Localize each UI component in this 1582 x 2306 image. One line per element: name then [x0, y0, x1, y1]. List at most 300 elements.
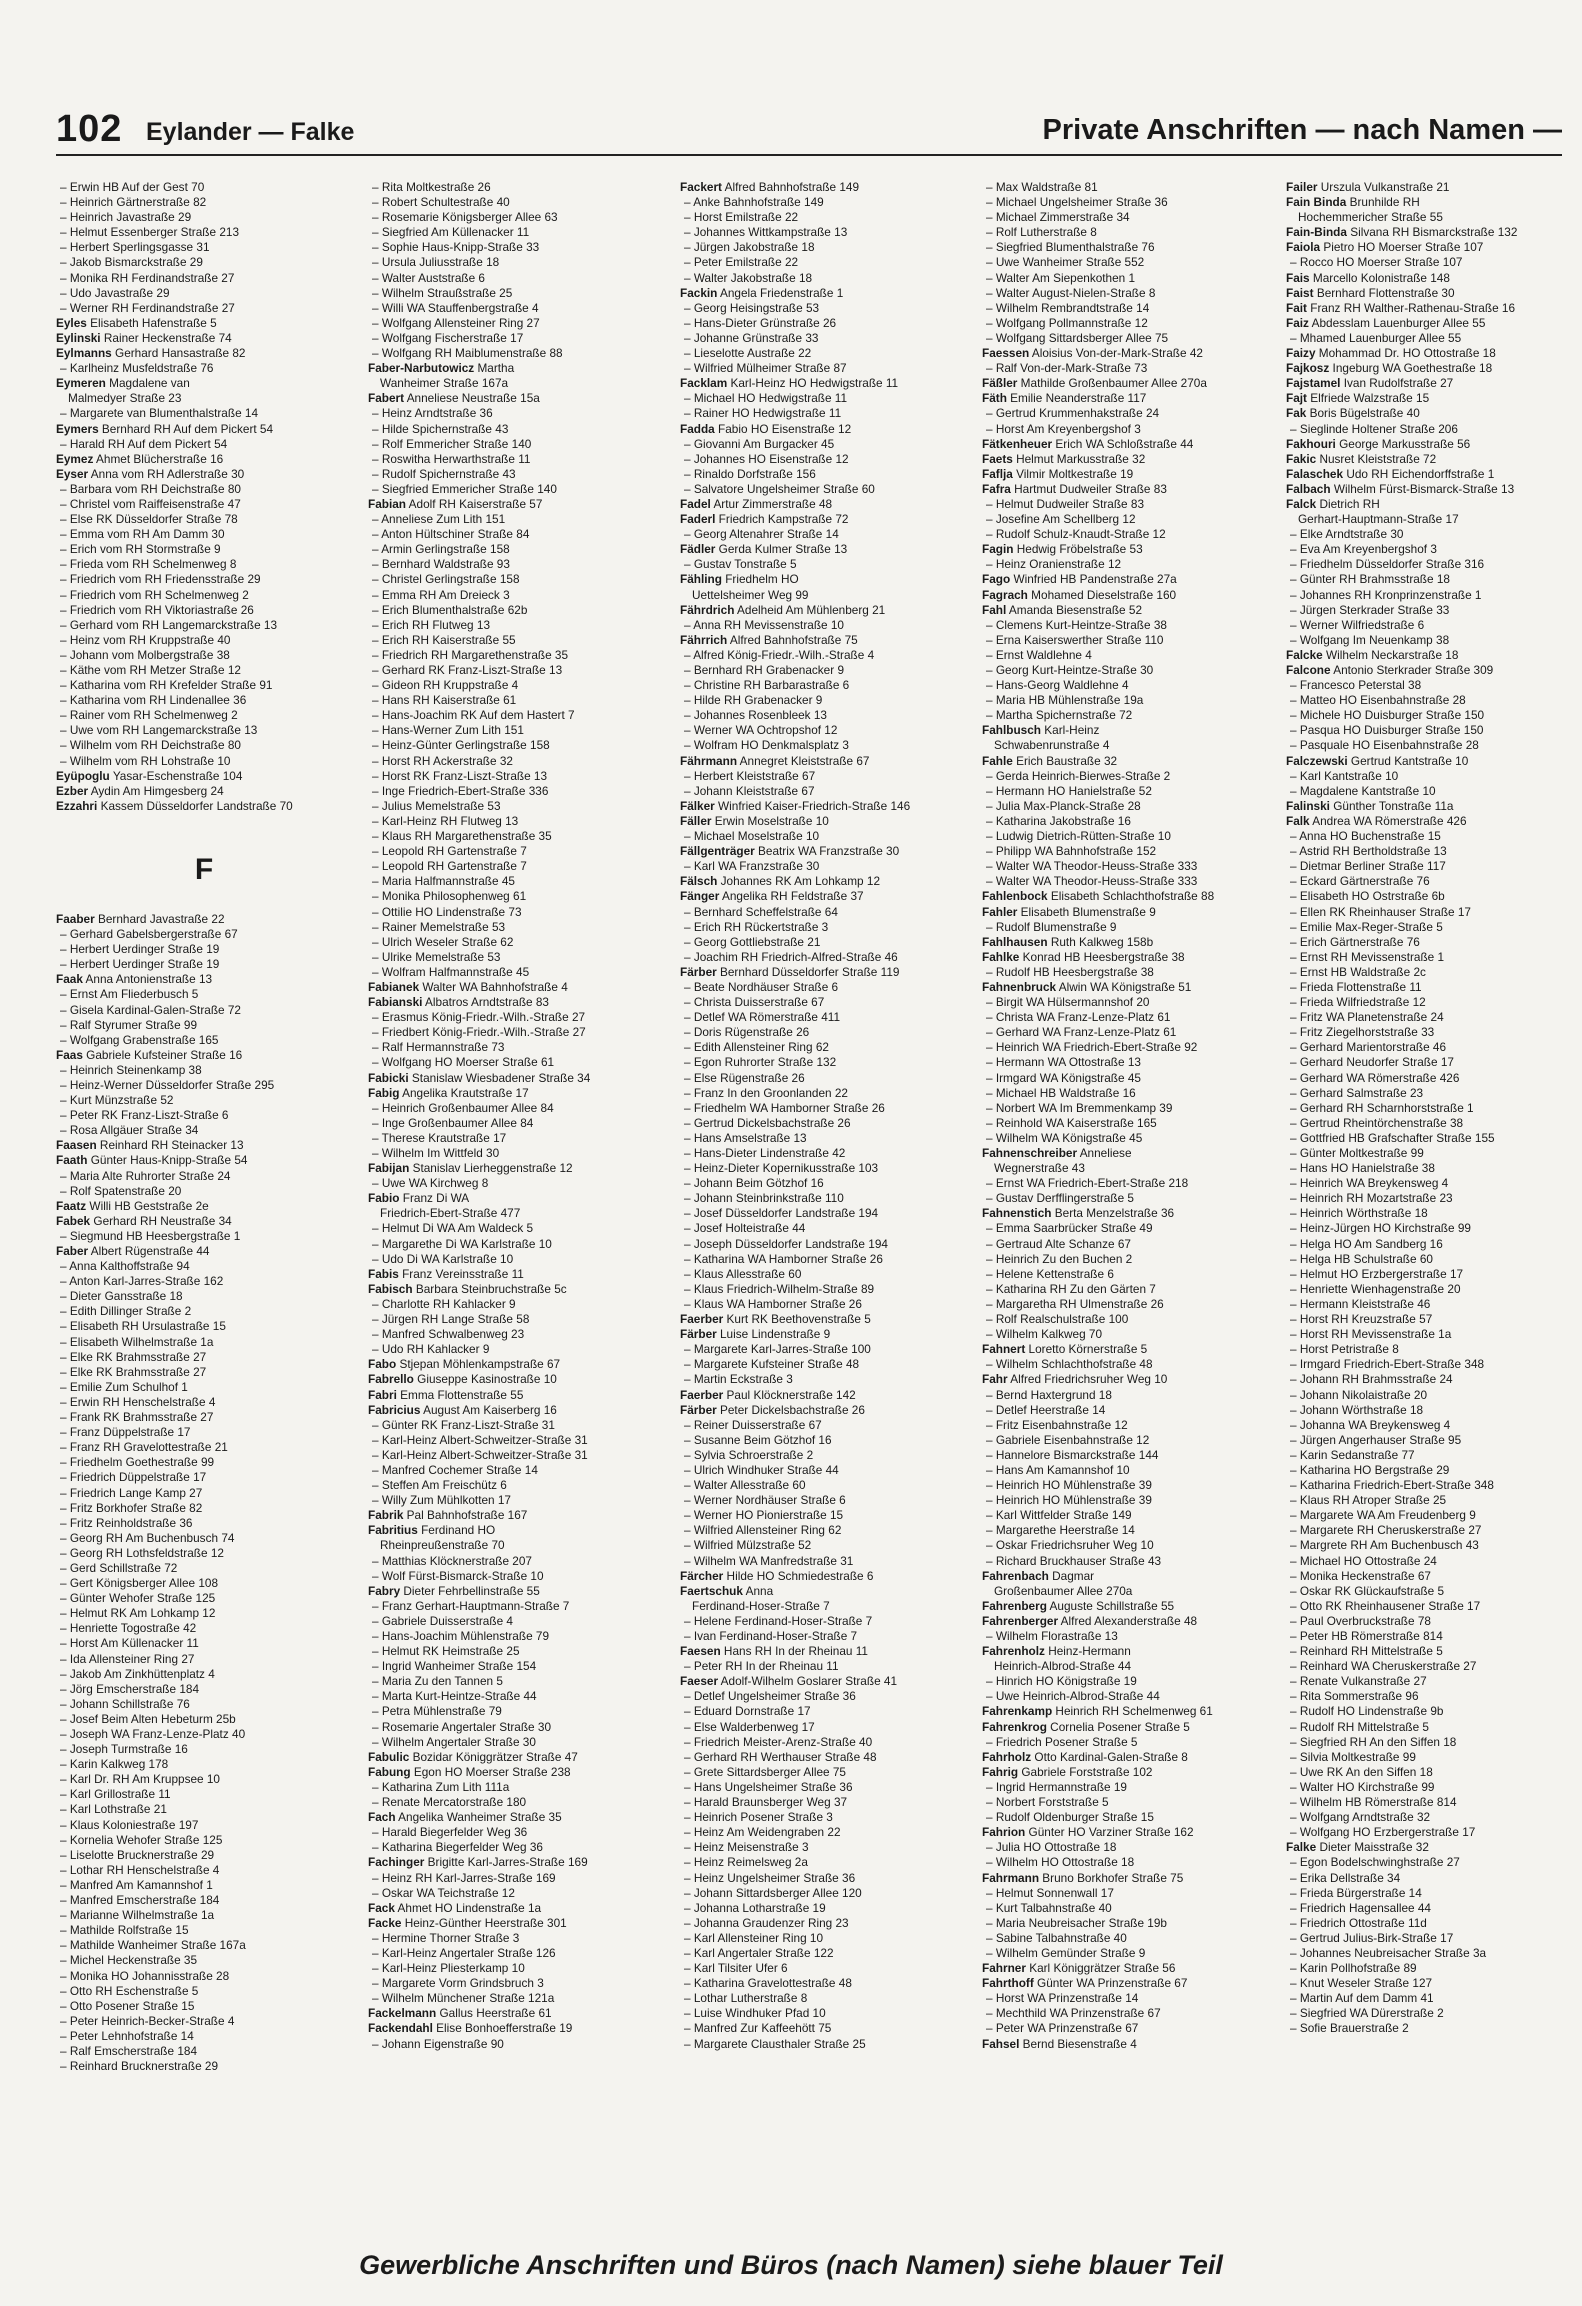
sub-entry: – Ivan Ferdinand-Hoser-Straße 7 — [680, 1629, 976, 1644]
surname: Faiola — [1286, 240, 1321, 255]
sub-entry: – Udo RH Kahlacker 9 — [368, 1342, 664, 1357]
sub-entry: – Matteo HO Eisenbahnstraße 28 — [1286, 693, 1566, 708]
sub-entry: – Walter WA Theodor-Heuss-Straße 333 — [982, 874, 1278, 889]
sub-entry: – Franz Düppelstraße 17 — [56, 1425, 352, 1440]
surname-entry: Fajkosz Ingeburg WA Goethestraße 18 — [1286, 361, 1493, 376]
sub-entry: – Manfred Cochemer Straße 14 — [368, 1463, 664, 1478]
sub-entry: – Mathilde Rolfstraße 15 — [56, 1923, 352, 1938]
sub-entry: – Margrete RH Am Buchenbusch 43 — [1286, 1538, 1566, 1553]
surname-entry: Fahnenstich Berta Menzelstraße 36 — [982, 1206, 1175, 1221]
surname-entry: Fabry Dieter Fehrbellinstraße 55 — [368, 1583, 540, 1598]
surname: Fack — [368, 1900, 395, 1915]
sub-entry: – Katharina vom RH Krefelder Straße 91 — [56, 678, 352, 693]
column-5 — [1286, 180, 1566, 2190]
sub-entry: – Leopold RH Gartenstraße 7 — [368, 859, 664, 874]
sub-entry: – Margarethe Di WA Karlstraße 10 — [368, 1237, 664, 1252]
surname: Fäller — [680, 813, 712, 828]
surname: Faertschuk — [680, 1583, 743, 1598]
surname-entry: Faizy Mohammad Dr. HO Ottostraße 18 — [1286, 346, 1496, 361]
sub-entry: – Erich RH Rückertstraße 3 — [680, 920, 976, 935]
name-range: Eylander — Falke — [146, 118, 355, 146]
sub-entry: – Rudolf HB Heesbergstraße 38 — [982, 965, 1278, 980]
surname-entry: Fährrich Alfred Bahnhofstraße 75 — [680, 632, 858, 647]
sub-entry: – Renate Mercatorstraße 180 — [368, 1795, 664, 1810]
surname-entry: Fabulic Bozidar Königgrätzer Straße 47 — [368, 1749, 578, 1764]
sub-entry: – Michael HB Waldstraße 16 — [982, 1086, 1278, 1101]
surname: Fahnert — [982, 1342, 1026, 1357]
surname-entry: Fabis Franz Vereinsstraße 11 — [368, 1266, 524, 1281]
sub-entry: – Heinz-Jürgen HO Kirchstraße 99 — [1286, 1221, 1566, 1236]
surname-entry: Fabek Gerhard RH Neustraße 34 — [56, 1213, 232, 1228]
surname: Faets — [982, 451, 1013, 466]
surname-entry: Ezber Aydin Am Himgesberg 24 — [56, 783, 224, 798]
surname: Faber — [56, 1244, 89, 1258]
sub-entry: – Michael HO Ottostraße 24 — [1286, 1554, 1566, 1569]
sub-entry: – Harald Braunsberger Weg 37 — [680, 1795, 976, 1810]
sub-entry: – Ottilie HO Lindenstraße 73 — [368, 905, 664, 920]
sub-entry: – Hilde RH Grabenacker 9 — [680, 693, 976, 708]
sub-entry: – Helmut RK Heimstraße 25 — [368, 1644, 664, 1659]
sub-entry: – Johann RH Brahmsstraße 24 — [1286, 1372, 1566, 1387]
surname-entry: Falck Dietrich RH — [1286, 496, 1380, 511]
surname: Fabrik — [368, 1508, 404, 1523]
sub-entry: – Jakob Am Zinkhüttenplatz 4 — [56, 1667, 352, 1682]
sub-entry: – Liselotte Brucknerstraße 29 — [56, 1848, 352, 1863]
surname-entry: Eylmanns Gerhard Hansastraße 82 — [56, 346, 246, 361]
sub-entry: – Josef Holteistraße 44 — [680, 1221, 976, 1236]
sub-entry: – Emma vom RH Am Damm 30 — [56, 527, 352, 542]
sub-entry: – Katharina HO Bergstraße 29 — [1286, 1463, 1566, 1478]
surname-entry: Faerber Paul Klöcknerstraße 142 — [680, 1387, 856, 1402]
sub-entry: – Detlef Ungelsheimer Straße 36 — [680, 1689, 976, 1704]
sub-entry: – Reinhold WA Kaiserstraße 165 — [982, 1116, 1278, 1131]
sub-entry: – Heinz Ungelsheimer Straße 36 — [680, 1871, 976, 1886]
entry-continuation: Heinrich-Albrod-Straße 44 — [994, 1659, 1132, 1674]
sub-entry: – Erich RH Flutweg 13 — [368, 618, 664, 633]
surname: Fajkosz — [1286, 361, 1330, 376]
sub-entry: – Maria Neubreisacher Straße 19b — [982, 1916, 1278, 1931]
sub-entry: – Heinrich WA Breykensweg 4 — [1286, 1176, 1566, 1191]
surname: Faizy — [1286, 346, 1316, 361]
sub-entry: – Erwin HB Auf der Gest 70 — [56, 180, 352, 195]
sub-entry: – Heinrich Posener Straße 3 — [680, 1810, 976, 1825]
sub-entry: – Martha Spichernstraße 72 — [982, 708, 1278, 723]
surname: Fabijan — [368, 1161, 410, 1176]
surname-entry: Faflja Vilmir Moltkestraße 19 — [982, 466, 1134, 481]
sub-entry: – Sofie Brauerstraße 2 — [1286, 2021, 1566, 2036]
sub-entry: – Margarete WA Am Freudenberg 9 — [1286, 1508, 1566, 1523]
surname: Fäßler — [982, 376, 1018, 391]
sub-entry: – Richard Bruckhauser Straße 43 — [982, 1554, 1278, 1569]
surname: Eylmanns — [56, 346, 112, 361]
sub-entry: – Giovanni Am Burgacker 45 — [680, 437, 976, 452]
sub-entry: – Joachim RH Friedrich-Alfred-Straße 46 — [680, 950, 976, 965]
sub-entry: – Jürgen Angerhauser Straße 95 — [1286, 1433, 1566, 1448]
surname-entry: Faessen Aloisius Von-der-Mark-Straße 42 — [982, 346, 1203, 361]
surname-entry: Faber-Narbutowicz Martha — [368, 361, 515, 376]
sub-entry: – Hans-Joachim RK Auf dem Hastert 7 — [368, 708, 664, 723]
surname: Fabert — [368, 391, 405, 406]
surname-entry: Fackendahl Elise Bonhoefferstraße 19 — [368, 2021, 573, 2036]
sub-entry: – Udo Javastraße 29 — [56, 286, 352, 301]
sub-entry: – Monika Philosophenweg 61 — [368, 889, 664, 904]
sub-entry: – Armin Gerlingstraße 158 — [368, 542, 664, 557]
sub-entry: – Johanna WA Breykensweg 4 — [1286, 1418, 1566, 1433]
sub-entry: – Georg Kurt-Heintze-Straße 30 — [982, 663, 1278, 678]
surname: Fährmann — [680, 753, 738, 768]
sub-entry: – Bernhard RH Grabenacker 9 — [680, 663, 976, 678]
surname-entry: Fahrthoff Günter WA Prinzenstraße 67 — [982, 1976, 1188, 1991]
sub-entry: – Birgit WA Hülsermannshof 20 — [982, 995, 1278, 1010]
sub-entry: – Monika Heckenstraße 67 — [1286, 1569, 1566, 1584]
sub-entry: – Knut Weseler Straße 127 — [1286, 1976, 1566, 1991]
surname-entry: Fahler Elisabeth Blumenstraße 9 — [982, 904, 1156, 919]
sub-entry: – Wilhelm Gemünder Straße 9 — [982, 1946, 1278, 1961]
surname: Fakic — [1286, 451, 1317, 466]
sub-entry: – Ludwig Dietrich-Rütten-Straße 10 — [982, 829, 1278, 844]
sub-entry: – Karl Tilsiter Ufer 6 — [680, 1961, 976, 1976]
surname: Faak — [56, 972, 83, 987]
sub-entry: – Rudolf Spichernstraße 43 — [368, 467, 664, 482]
sub-entry: – Johannes Neubreisacher Straße 3a — [1286, 1946, 1566, 1961]
surname: Fähling — [680, 572, 722, 587]
surname-entry: Fahlke Konrad HB Heesbergstraße 38 — [982, 949, 1185, 964]
surname-entry: Fais Marcello Kolonistraße 148 — [1286, 270, 1450, 285]
sub-entry: – Wilhelm Kalkweg 70 — [982, 1327, 1278, 1342]
sub-entry: – Wolfgang Fischerstraße 17 — [368, 331, 664, 346]
sub-entry: – Klaus WA Hamborner Straße 26 — [680, 1297, 976, 1312]
surname-entry: Fälker Winfried Kaiser-Friedrich-Straße 146 — [680, 798, 911, 813]
sub-entry: – Heinrich HO Mühlenstraße 39 — [982, 1493, 1278, 1508]
entry-continuation: Großenbaumer Allee 270a — [994, 1583, 1133, 1598]
surname: Fahlke — [982, 949, 1020, 964]
sub-entry: – Rudolf Schulz-Knaudt-Straße 12 — [982, 527, 1278, 542]
sub-entry: – Hans-Georg Waldlehne 4 — [982, 678, 1278, 693]
sub-entry: – Gerd Schillstraße 72 — [56, 1561, 352, 1576]
surname: Fahrenberg — [982, 1598, 1047, 1613]
sub-entry: – Gabriele Duisserstraße 4 — [368, 1614, 664, 1629]
sub-entry: – Else Walderbenweg 17 — [680, 1720, 976, 1735]
sub-entry: – Joseph Turmstraße 16 — [56, 1742, 352, 1757]
surname-entry: Fadel Artur Zimmerstraße 48 — [680, 496, 833, 511]
surname-entry: Fahnenschreiber Anneliese — [982, 1146, 1132, 1160]
sub-entry: – Magdalene Kantstraße 10 — [1286, 784, 1566, 799]
sub-entry: – Gabriele Eisenbahnstraße 12 — [982, 1433, 1278, 1448]
sub-entry: – Karl Kantstraße 10 — [1286, 769, 1566, 784]
sub-entry: – Friedrich Meister-Arenz-Straße 40 — [680, 1735, 976, 1750]
sub-entry: – Friedrich Ottostraße 11d — [1286, 1916, 1566, 1931]
sub-entry: – Lothar RH Henschelstraße 4 — [56, 1863, 352, 1878]
sub-entry: – Friedhelm Goethestraße 99 — [56, 1455, 352, 1470]
sub-entry: – Karl-Heinz RH Flutweg 13 — [368, 814, 664, 829]
surname: Fain Binda — [1286, 195, 1347, 210]
sub-entry: – Georg Heisingstraße 53 — [680, 301, 976, 316]
sub-entry: – Wolfgang HO Erzbergerstraße 17 — [1286, 1825, 1566, 1840]
surname-entry: Fahl Amanda Biesenstraße 52 — [982, 602, 1143, 617]
surname-entry: Eyles Elisabeth Hafenstraße 5 — [56, 315, 217, 330]
sub-entry: – Peter WA Prinzenstraße 67 — [982, 2021, 1278, 2036]
surname: Fahrenberger — [982, 1613, 1059, 1628]
sub-entry: – Michael Zimmerstraße 34 — [982, 210, 1278, 225]
sub-entry: – Rudolf Blumenstraße 9 — [982, 920, 1278, 935]
sub-entry: – Edith Dillinger Straße 2 — [56, 1304, 352, 1319]
surname: Fahrenkamp — [982, 1704, 1053, 1719]
sub-entry: – Joseph WA Franz-Lenze-Platz 40 — [56, 1727, 352, 1742]
sub-entry: – Wolfgang Sittardsberger Allee 75 — [982, 331, 1278, 346]
sub-entry: – Elisabeth Wilhelmstraße 1a — [56, 1335, 352, 1350]
sub-entry: – Franz RH Gravelottestraße 21 — [56, 1440, 352, 1455]
surname: Faber-Narbutowicz — [368, 361, 475, 376]
sub-entry: – Wilhelm Schlachthofstraße 48 — [982, 1357, 1278, 1372]
sub-entry: – Anna Kalthoffstraße 94 — [56, 1259, 352, 1274]
surname-entry: Fabung Egon HO Moerser Straße 238 — [368, 1764, 571, 1779]
sub-entry: – Johannes RH Kronprinzenstraße 1 — [1286, 588, 1566, 603]
sub-entry: – Erich Blumenthalstraße 62b — [368, 603, 664, 618]
sub-entry: – Anneliese Zum Lith 151 — [368, 512, 664, 527]
sub-entry: – Maria Halfmannstraße 45 — [368, 874, 664, 889]
sub-entry: – Emma RH Am Dreieck 3 — [368, 588, 664, 603]
sub-entry: – Friedrich Düppelstraße 17 — [56, 1470, 352, 1485]
sub-entry: – Erich Gärtnerstraße 76 — [1286, 935, 1566, 950]
sub-entry: – Detlef Heerstraße 14 — [982, 1403, 1278, 1418]
sub-entry: – Peter Lehnhofstraße 14 — [56, 2029, 352, 2044]
surname: Faessen — [982, 346, 1030, 361]
sub-entry: – Else Rügenstraße 26 — [680, 1071, 976, 1086]
entry-continuation: Ferdinand-Hoser-Straße 7 — [692, 1598, 830, 1613]
surname: Facke — [368, 1915, 402, 1930]
sub-entry: – Ellen RK Rheinhauser Straße 17 — [1286, 905, 1566, 920]
surname-entry: Fach Angelika Wanheimer Straße 35 — [368, 1810, 562, 1825]
sub-entry: – Siegfried RH An den Siffen 18 — [1286, 1735, 1566, 1750]
sub-entry: – Hans-Dieter Lindenstraße 42 — [680, 1146, 976, 1161]
surname: Fabritius — [368, 1523, 418, 1538]
surname: Fabry — [368, 1583, 401, 1598]
letter-heading: F — [194, 852, 214, 886]
column-3 — [680, 180, 976, 2190]
surname-entry: Fabrik Pal Bahnhofstraße 167 — [368, 1508, 528, 1523]
sub-entry: – Helga HO Am Sandberg 16 — [1286, 1237, 1566, 1252]
surname: Fabian — [368, 496, 407, 511]
sub-entry: – Hermann Kleiststraße 46 — [1286, 1297, 1566, 1312]
sub-entry: – Gert Königsberger Allee 108 — [56, 1576, 352, 1591]
surname: Fahrenbach — [982, 1568, 1049, 1583]
surname: Faerber — [680, 1387, 724, 1402]
surname: Fabri — [368, 1387, 397, 1402]
surname-entry: Faeser Adolf-Wilhelm Goslarer Straße 41 — [680, 1674, 898, 1689]
surname-entry: Fabian Adolf RH Kaiserstraße 57 — [368, 496, 543, 511]
sub-entry: – Ralf Hermannstraße 73 — [368, 1040, 664, 1055]
sub-entry: – Anna HO Buchenstraße 15 — [1286, 829, 1566, 844]
surname: Fäth — [982, 391, 1007, 406]
surname-entry: Fabert Anneliese Neustraße 15a — [368, 391, 540, 406]
surname-entry: Fackert Alfred Bahnhofstraße 149 — [680, 180, 860, 194]
surname: Fabricius — [368, 1402, 421, 1417]
surname-entry: Faiz Abdesslam Lauenburger Allee 55 — [1286, 315, 1486, 330]
sub-entry: – Rudolf RH Mittelstraße 5 — [1286, 1720, 1566, 1735]
surname: Fabicki — [368, 1070, 409, 1085]
sub-entry: – Peter HB Römerstraße 814 — [1286, 1629, 1566, 1644]
sub-entry: – Werner Nordhäuser Straße 6 — [680, 1493, 976, 1508]
sub-entry: – Katharina WA Hamborner Straße 26 — [680, 1252, 976, 1267]
sub-entry: – Fritz Reinholdstraße 36 — [56, 1516, 352, 1531]
surname-entry: Fabo Stjepan Möhlenkampstraße 67 — [368, 1357, 561, 1372]
sub-entry: – Margarethe Heerstraße 14 — [982, 1523, 1278, 1538]
sub-entry: – Harald Biegerfelder Weg 36 — [368, 1825, 664, 1840]
surname: Fahler — [982, 904, 1018, 919]
surname: Faatz — [56, 1198, 87, 1213]
surname: Fällgenträger — [680, 844, 755, 859]
sub-entry: – Udo Di WA Karlstraße 10 — [368, 1252, 664, 1267]
sub-entry: – Francesco Peterstal 38 — [1286, 678, 1566, 693]
sub-entry: – Walter Allesstraße 60 — [680, 1478, 976, 1493]
sub-entry: – Hans-Werner Zum Lith 151 — [368, 723, 664, 738]
sub-entry: – Werner WA Ochtropshof 12 — [680, 723, 976, 738]
surname-entry: Fabisch Barbara Steinbruchstraße 5c — [368, 1281, 567, 1296]
surname: Fain-Binda — [1286, 225, 1347, 240]
surname: Falk — [1286, 813, 1310, 828]
sub-entry: – Karl Wittfelder Straße 149 — [982, 1508, 1278, 1523]
sub-entry: – Uwe WA Kirchweg 8 — [368, 1176, 664, 1191]
sub-entry: – Johannes HO Eisenstraße 12 — [680, 452, 976, 467]
surname: Fackert — [680, 180, 722, 194]
surname-entry: Fahrmann Bruno Borkhofer Straße 75 — [982, 1870, 1184, 1885]
surname-entry: Fakic Nusret Kleiststraße 72 — [1286, 451, 1437, 466]
surname-entry: Färber Bernhard Düsseldorfer Straße 119 — [680, 964, 900, 979]
sub-entry: – Erna Kaiserswerther Straße 110 — [982, 633, 1278, 648]
surname: Fahnenschreiber — [982, 1146, 1078, 1160]
surname: Fabrello — [368, 1372, 414, 1387]
surname: Fackin — [680, 285, 718, 300]
sub-entry: – Walter WA Theodor-Heuss-Straße 333 — [982, 859, 1278, 874]
sub-entry: – Gertraud Alte Schanze 67 — [982, 1237, 1278, 1252]
sub-entry: – Gertrud Rheintörchenstraße 38 — [1286, 1116, 1566, 1131]
sub-entry: – Silvia Moltkestraße 99 — [1286, 1750, 1566, 1765]
surname: Ezzahri — [56, 798, 98, 813]
surname-entry: Färber Luise Lindenstraße 9 — [680, 1327, 831, 1342]
sub-entry: – Heinrich Gärtnerstraße 82 — [56, 195, 352, 210]
sub-entry: – Klaus Friedrich-Wilhelm-Straße 89 — [680, 1282, 976, 1297]
sub-entry: – Dieter Gansstraße 18 — [56, 1289, 352, 1304]
sub-entry: – Wolfgang HO Moerser Straße 61 — [368, 1055, 664, 1070]
surname: Fädler — [680, 542, 716, 557]
surname-entry: Fadda Fabio HO Eisenstraße 12 — [680, 421, 852, 436]
sub-entry: – Mhamed Lauenburger Allee 55 — [1286, 331, 1566, 346]
sub-entry: – Karin Pollhofstraße 89 — [1286, 1961, 1566, 1976]
sub-entry: – Norbert Forststraße 5 — [982, 1795, 1278, 1810]
surname-entry: Fagin Hedwig Fröbelstraße 53 — [982, 542, 1143, 557]
sub-entry: – Erwin RH Henschelstraße 4 — [56, 1395, 352, 1410]
sub-entry: – Susanne Beim Götzhof 16 — [680, 1433, 976, 1448]
sub-entry: – Heinz Meisenstraße 3 — [680, 1840, 976, 1855]
sub-entry: – Katharina Jakobstraße 16 — [982, 814, 1278, 829]
sub-entry: – Irmgard WA Königstraße 45 — [982, 1071, 1278, 1086]
sub-entry: – Salvatore Ungelsheimer Straße 60 — [680, 482, 976, 497]
sub-entry: – Therese Krautstraße 17 — [368, 1131, 664, 1146]
surname: Falcone — [1286, 663, 1331, 677]
surname: Fabung — [368, 1764, 411, 1779]
sub-entry: – Helga HB Schulstraße 60 — [1286, 1252, 1566, 1267]
sub-entry: – Katharina Biegerfelder Weg 36 — [368, 1840, 664, 1855]
surname: Fagrach — [982, 587, 1028, 602]
sub-entry: – Karl Dr. RH Am Kruppsee 10 — [56, 1772, 352, 1787]
sub-entry: – Siegfried Emmericher Straße 140 — [368, 482, 664, 497]
sub-entry: – Margarete Kufsteiner Straße 48 — [680, 1357, 976, 1372]
surname: Eyser — [56, 466, 89, 481]
sub-entry: – Manfred Am Kamannshof 1 — [56, 1878, 352, 1893]
surname: Fak — [1286, 406, 1307, 421]
sub-entry: – Heinz Arndtstraße 36 — [368, 406, 664, 421]
surname-entry: Fäßler Mathilde Großenbaumer Allee 270a — [982, 376, 1207, 391]
sub-entry: – Willi WA Stauffenbergstraße 4 — [368, 301, 664, 316]
sub-entry: – Ralf Styrumer Straße 99 — [56, 1018, 352, 1033]
surname: Fahrion — [982, 1825, 1026, 1840]
sub-entry: – Reiner Duisserstraße 67 — [680, 1418, 976, 1433]
surname: Fährdrich — [680, 602, 735, 617]
surname: Fadda — [680, 421, 715, 436]
sub-entry: – Norbert WA Im Bremmenkamp 39 — [982, 1101, 1278, 1116]
sub-entry: – Helmut Di WA Am Waldeck 5 — [368, 1221, 664, 1236]
sub-entry: – Heinrich HO Mühlenstraße 39 — [982, 1478, 1278, 1493]
sub-entry: – Wolfgang Arndtstraße 32 — [1286, 1810, 1566, 1825]
sub-entry: – Manfred Emscherstraße 184 — [56, 1893, 352, 1908]
surname: Faesen — [680, 1644, 721, 1659]
sub-entry: – Maria Zu den Tannen 5 — [368, 1674, 664, 1689]
sub-entry: – Ulrich Windhuker Straße 44 — [680, 1463, 976, 1478]
sub-entry: – Reinhard RH Mittelstraße 5 — [1286, 1644, 1566, 1659]
surname-entry: Fabio Franz Di WA — [368, 1191, 470, 1206]
sub-entry: – Helmut Sonnenwall 17 — [982, 1886, 1278, 1901]
sub-entry: – Friedrich Hagensallee 44 — [1286, 1901, 1566, 1916]
surname: Faderl — [680, 512, 716, 527]
surname-entry: Falczewski Gertrud Kantstraße 10 — [1286, 753, 1469, 768]
surname-entry: Falke Dieter Maisstraße 32 — [1286, 1840, 1429, 1855]
sub-entry: – Maria HB Mühlenstraße 19a — [982, 693, 1278, 708]
sub-entry: – Hans Am Kamannshof 10 — [982, 1463, 1278, 1478]
surname-entry: Fabrello Giuseppe Kasinostraße 10 — [368, 1372, 557, 1387]
sub-entry: – Georg Gottliebstraße 21 — [680, 935, 976, 950]
sub-entry: – Fritz Eisenbahnstraße 12 — [982, 1418, 1278, 1433]
surname: Fahr — [982, 1372, 1008, 1387]
surname-entry: Faerber Kurt RK Beethovenstraße 5 — [680, 1312, 871, 1327]
sub-entry: – Johann Eigenstraße 90 — [368, 2037, 664, 2052]
entry-continuation: Gerhart-Hauptmann-Straße 17 — [1298, 512, 1459, 527]
sub-entry: – Uwe RK An den Siffen 18 — [1286, 1765, 1566, 1780]
sub-entry: – Frank RK Brahmsstraße 27 — [56, 1410, 352, 1425]
surname-entry: Ezzahri Kassem Düsseldorfer Landstraße 70 — [56, 798, 293, 813]
sub-entry: – Karl Lothstraße 21 — [56, 1802, 352, 1817]
sub-entry: – Emilie Max-Reger-Straße 5 — [1286, 920, 1566, 935]
sub-entry: – Gerhard RK Franz-Liszt-Straße 13 — [368, 663, 664, 678]
surname-entry: Fahsel Bernd Biesenstraße 4 — [982, 2036, 1137, 2051]
sub-entry: – Katharina Zum Lith 111a — [368, 1780, 664, 1795]
sub-entry: – Johann Steinbrinkstraße 110 — [680, 1191, 976, 1206]
sub-entry: – Oskar WA Teichstraße 12 — [368, 1886, 664, 1901]
surname-entry: Falk Andrea WA Römerstraße 426 — [1286, 813, 1467, 828]
sub-entry: – Heinrich Wörthstraße 18 — [1286, 1206, 1566, 1221]
sub-entry: – Johannes Rosenbleek 13 — [680, 708, 976, 723]
sub-entry: – Elke RK Brahmsstraße 27 — [56, 1365, 352, 1380]
sub-entry: – Johann Beim Götzhof 16 — [680, 1176, 976, 1191]
page-header — [56, 104, 1562, 156]
sub-entry: – Wilhelm vom RH Lohstraße 10 — [56, 754, 352, 769]
sub-entry: – Gerhard Gabelsbergerstraße 67 — [56, 927, 352, 942]
surname: Fahrmann — [982, 1870, 1040, 1885]
sub-entry: – Otto RK Rheinhausener Straße 17 — [1286, 1599, 1566, 1614]
surname-entry: Eylinski Rainer Heckenstraße 74 — [56, 330, 232, 345]
surname-entry: Fak Boris Bügelstraße 40 — [1286, 406, 1420, 421]
surname: Eymeren — [56, 376, 106, 391]
sub-entry: – Steffen Am Freischütz 6 — [368, 1478, 664, 1493]
